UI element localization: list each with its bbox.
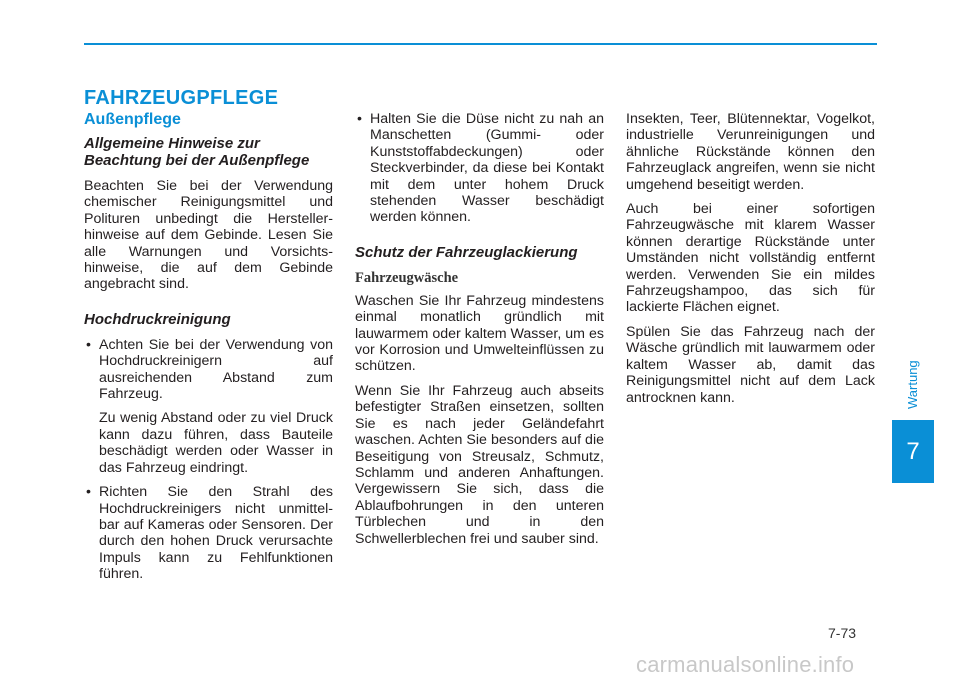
bullet-glyph: •: [357, 111, 362, 127]
paragraph-general-notes: Beachten Sie bei der Verwendung chemischer Reinigungsmittel und Polituren unbedingt die Hersteller-hinweise auf dem Gebinde. Lesen Sie alle Warnungen und Vorsichts-hinweise, die auf dem Gebinde angebracht sind.: [84, 178, 333, 293]
column-left: [84, 111, 333, 591]
bullet-list-pressure: [84, 337, 333, 583]
paragraph-residues: Insekten, Teer, Blütennektar, Vogelkot, industrielle Verunreinigungen und ähnliche Rückstände können den Fahrzeuglack angreifen, wenn sie nicht umgehend beseitigt werden.: [626, 111, 875, 193]
list-item-text: Achten Sie bei der Verwendung von Hochdruckreinigern auf ausreichenden Abstand zum Fahrzeug.: [99, 336, 333, 403]
bullet-glyph: •: [86, 484, 91, 501]
list-item-text: Richten Sie den Strahl des Hochdruckreinigers nicht unmittel-bar auf Kameras oder Sensoren. Der durch den hohen Druck verursachte Impuls kann zu Fehlfunktionen führen.: [99, 484, 333, 583]
top-divider: [84, 43, 877, 45]
list-item-subparagraph: Zu wenig Abstand oder zu viel Druck kann dazu führen, dass Bauteile beschädigt werden oder Wasser in das Fahrzeug eindringt.: [99, 410, 333, 476]
heading-pressure-washing: Hochdruckreinigung: [84, 310, 231, 328]
paragraph-shampoo: Auch bei einer sofortigen Fahrzeugwäsche mit klarem Wasser können derartige Rückstände unter Umständen nicht vollständig entfernt werden. Verwenden Sie ein mildes Fahrzeugshampoo, das sich für lackierte Flächen eignet.: [626, 201, 875, 316]
watermark: carmanualsonline.info: [636, 652, 855, 677]
bullet-glyph: •: [86, 336, 91, 353]
section-side-label: Wartung: [905, 360, 920, 410]
column-middle: [355, 111, 604, 555]
list-item: [84, 337, 333, 476]
section-title: Außenpflege: [84, 111, 181, 128]
column-right: [626, 111, 875, 414]
paragraph-wash-monthly: Waschen Sie Ihr Fahrzeug mindestens einmal monatlich gründlich mit lauwarmem oder kaltem Wasser, um es vor Korrosion und Umwelteinflüssen zu schützen.: [355, 292, 604, 375]
page-title: FAHRZEUGPFLEGE: [84, 87, 279, 109]
subheading-car-wash: Fahrzeugwäsche: [355, 269, 459, 286]
page-number: 7-73: [828, 625, 857, 641]
heading-general-notes: Allgemeine Hinweise zur Beachtung bei der Außenpflege: [84, 135, 310, 169]
list-item: [84, 484, 333, 582]
paragraph-offroad: Wenn Sie Ihr Fahrzeug auch abseits befestigter Straßen einsetzen, sollten Sie es nach jeder Geländefahrt waschen. Achten Sie besonders auf die Beseitigung von Streusalz, Schmutz, Schlamm und anderen Anhaftungen. Vergewissern Sie sich, dass die Ablaufbohrungen in den unteren Türblechen und in den Schwellerblechen frei und sauber sind.: [355, 382, 604, 547]
paragraph-rinse: Spülen Sie das Fahrzeug nach der Wäsche gründlich mit lauwarmem oder kaltem Wasser ab, damit das Reinigungsmittel nicht auf dem Lack antrocknen kann.: [626, 323, 875, 406]
heading-paint-protection: Schutz der Fahrzeuglackierung: [355, 243, 578, 261]
list-item-text: Halten Sie die Düse nicht zu nah an Manschetten (Gummi- oder Kunststoffabdeckungen) oder Steckverbinder, da diese bei Kontakt mit dem unter hohem Druck stehenden Wasser beschädigt werden können.: [370, 111, 604, 226]
bullet-list-nozzle: [355, 111, 604, 226]
list-item: [355, 111, 604, 226]
chapter-tab: 7: [892, 420, 934, 483]
